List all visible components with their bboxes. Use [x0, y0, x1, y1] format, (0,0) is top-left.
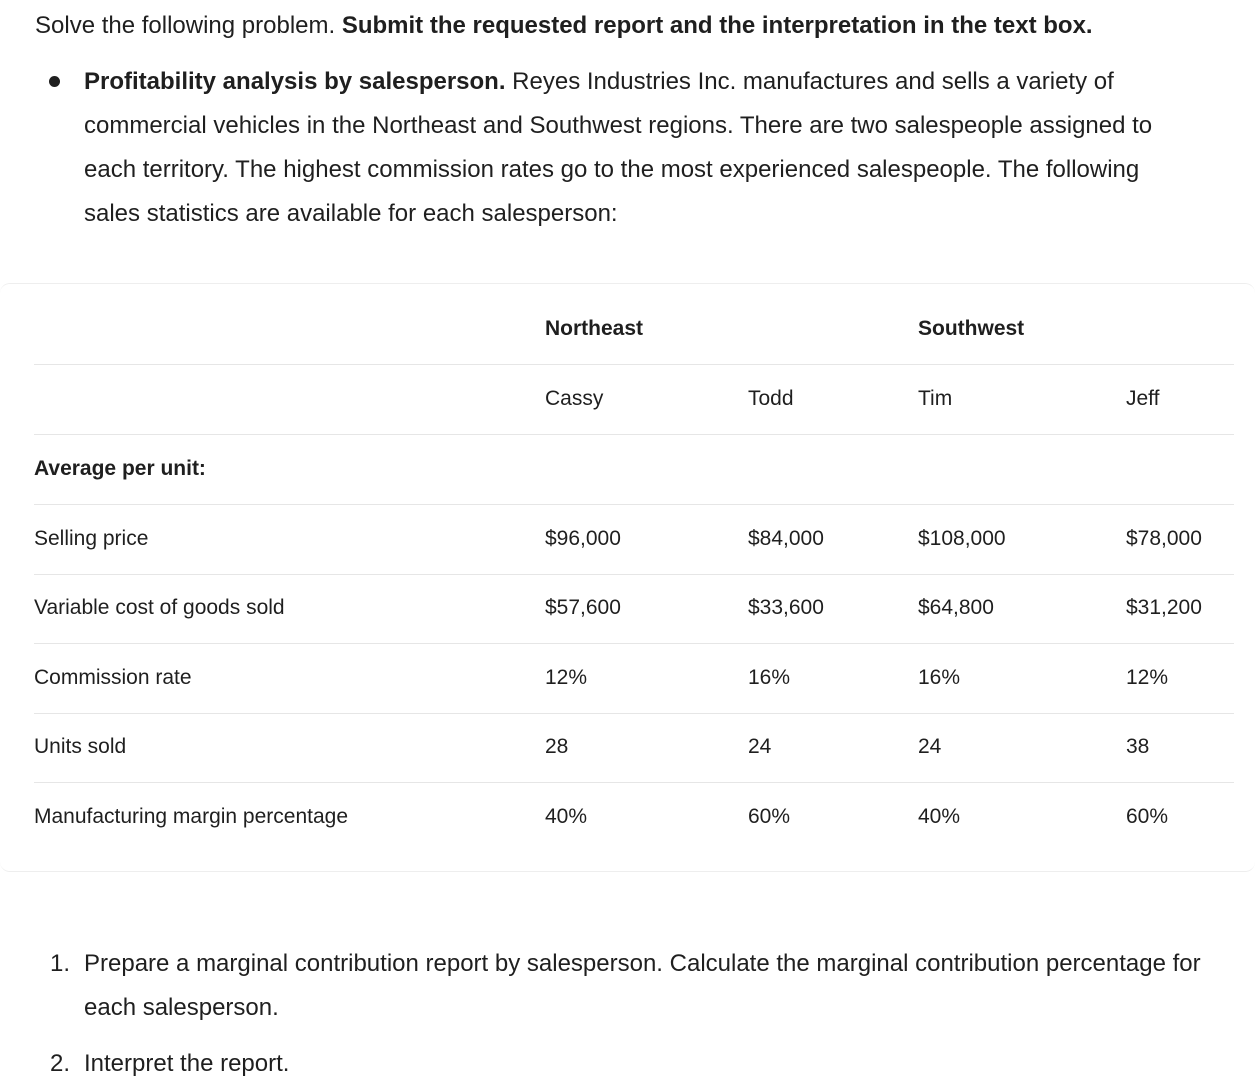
section-label: Average per unit: [34, 457, 206, 480]
salesperson-header-row [34, 364, 1234, 435]
question-item [50, 1042, 1224, 1086]
region-northeast: Northeast [545, 317, 644, 340]
table-row [34, 573, 1234, 644]
table-cell: 24 [748, 735, 772, 758]
instructions [35, 8, 1093, 44]
table-row [34, 643, 1234, 714]
table-row [34, 504, 1234, 575]
instructions-text: Solve the following problem. [35, 12, 342, 39]
problem-title: Profitability analysis by salesperson. [84, 68, 506, 95]
table-cell: $108,000 [918, 527, 1006, 550]
table-cell: 60% [748, 805, 791, 828]
question-item [50, 942, 1224, 1030]
salesperson-name: Cassy [545, 387, 604, 410]
table-cell: 16% [748, 666, 791, 689]
region-southwest: Southwest [918, 317, 1025, 340]
salesperson-name: Tim [918, 387, 953, 410]
table-row [34, 712, 1234, 783]
table-cell: 12% [1126, 666, 1169, 689]
problem-text: Reyes Industries Inc. manufactures and sells a variety of commercial vehicles in the Northeast and Southwest regions. There are two salespeople assigned to each territory. The highest commission rates go to the most experienced salespeople. The following sales statistics are available for each salesperson: [84, 68, 1153, 227]
row-label: Units sold [34, 735, 127, 758]
bullet-dot [49, 76, 60, 87]
table-cell: 24 [918, 735, 942, 758]
question-list [50, 942, 1224, 1086]
table-cell: $96,000 [545, 527, 621, 550]
salesperson-name: Todd [748, 387, 794, 410]
question-number: 2. [50, 1050, 71, 1077]
region-header-row [34, 294, 1234, 365]
row-label: Commission rate [34, 666, 192, 689]
sales-statistics-table [0, 283, 1255, 872]
question-text: Interpret the report. [84, 1050, 290, 1077]
table-cell: $31,200 [1126, 596, 1202, 619]
table-cell: 28 [545, 735, 569, 758]
table-cell: $57,600 [545, 596, 621, 619]
section-row [34, 434, 1234, 505]
table-row [34, 782, 1234, 852]
table-cell: $64,800 [918, 596, 994, 619]
table-cell: 60% [1126, 805, 1169, 828]
table-cell: $33,600 [748, 596, 824, 619]
table-cell: 40% [918, 805, 961, 828]
row-label: Selling price [34, 527, 149, 550]
instructions-bold: Submit the requested report and the interpretation in the text box. [341, 12, 1093, 39]
table-cell: $78,000 [1126, 527, 1202, 550]
row-label: Variable cost of goods sold [34, 596, 285, 619]
table-cell: 38 [1126, 735, 1150, 758]
row-label: Manufacturing margin percentage [34, 805, 349, 828]
question-text: Prepare a marginal contribution report by salesperson. Calculate the marginal contribution percentage for each salesperson. [84, 950, 1201, 1021]
table-cell: 40% [545, 805, 588, 828]
table-cell: 12% [545, 666, 588, 689]
problem-statement [84, 60, 1194, 236]
table-cell: $84,000 [748, 527, 824, 550]
question-number: 1. [50, 950, 71, 977]
salesperson-name: Jeff [1126, 387, 1160, 410]
table-cell: 16% [918, 666, 961, 689]
